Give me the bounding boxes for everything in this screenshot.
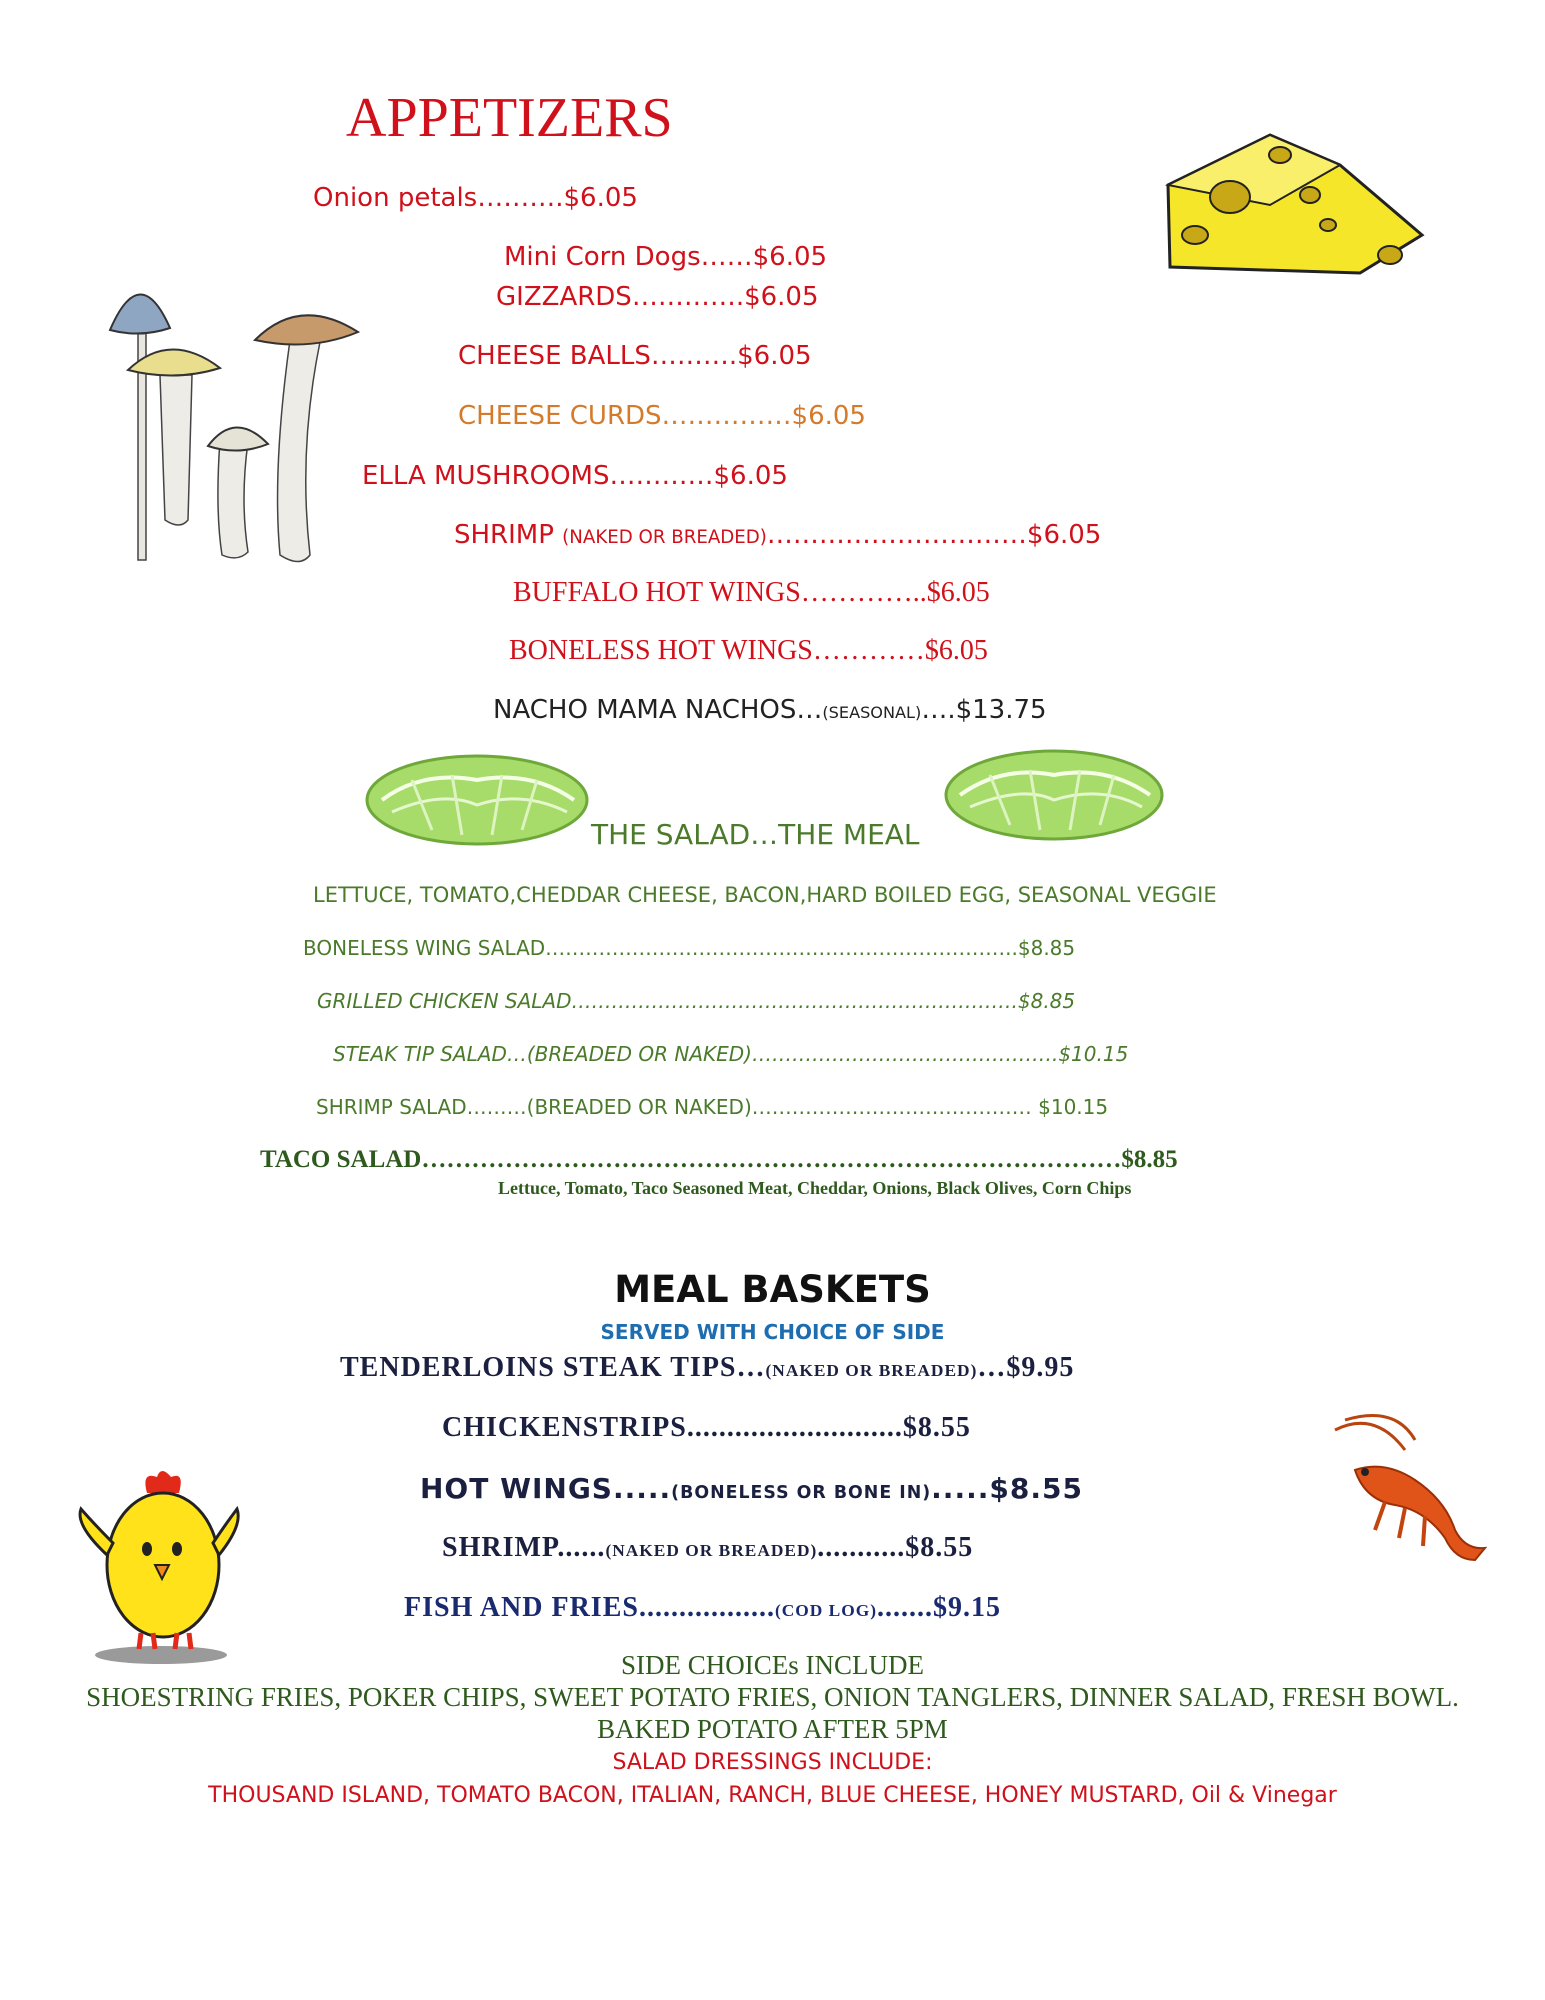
basket-tenderloins: [340, 1352, 1074, 1384]
item-nacho-mama-nachos: [493, 695, 1047, 725]
lettuce-left-illustration-icon: [362, 750, 592, 850]
tenderloins-name: TENDERLOINS STEAK TIPS…: [340, 1352, 766, 1383]
tenderloins-note: (NAKED OR BREADED): [765, 1361, 978, 1380]
hot-wings-name: HOT WINGS.....: [420, 1472, 672, 1505]
basket-shrimp-note: (NAKED OR BREADED): [605, 1541, 818, 1560]
hot-wings-price: .....$8.55: [931, 1472, 1083, 1505]
nachos-price: ….$13.75: [921, 695, 1047, 725]
item-mushrooms: ELLA MUSHROOMS…………$6.05: [362, 461, 788, 491]
item-shrimp-name: SHRIMP: [454, 520, 563, 550]
appetizers-title: APPETIZERS: [346, 87, 673, 149]
fish-name: FISH AND FRIES.................: [404, 1592, 775, 1623]
salad-ingredients: LETTUCE, TOMATO,CHEDDAR CHEESE, BACON,HARD BOILED EGG, SEASONAL VEGGIE: [313, 883, 1217, 907]
item-onion-petals: Onion petals……….$6.05: [313, 183, 638, 213]
lettuce-right-illustration-icon: [942, 745, 1167, 845]
item-mini-corn-dogs: Mini Corn Dogs……$6.05: [504, 242, 828, 272]
baskets-title: MEAL BASKETS: [614, 1268, 931, 1311]
salad-grilled-chicken: GRILLED CHICKEN SALAD………………………………………………………….$8.85: [317, 989, 1076, 1013]
salad-taco-description: Lettuce, Tomato, Taco Seasoned Meat, Cheddar, Onions, Black Olives, Corn Chips: [498, 1178, 1132, 1198]
nachos-note: (SEASONAL): [822, 703, 922, 722]
basket-shrimp-name: SHRIMP......: [442, 1532, 606, 1563]
baskets-subtitle: SERVED WITH CHOICE OF SIDE: [600, 1320, 945, 1344]
item-cheese-balls: CHEESE BALLS……….$6.05: [458, 341, 812, 371]
sides-title: SIDE CHOICEs INCLUDE: [621, 1650, 924, 1680]
tenderloins-price: …$9.95: [977, 1352, 1075, 1383]
chick-illustration-icon: [65, 1465, 250, 1665]
item-buffalo-hot-wings: BUFFALO HOT WINGS…………..$6.05: [513, 577, 990, 608]
item-cheese-curds: CHEESE CURDS……………$6.05: [458, 401, 866, 431]
salad-boneless-wing: BONELESS WING SALAD……………………………………………………………..$8.85: [303, 936, 1076, 960]
sides-list: SHOESTRING FRIES, POKER CHIPS, SWEET POTATO FRIES, ONION TANGLERS, DINNER SALAD, FRESH BOWL.: [86, 1682, 1459, 1712]
salad-taco: TACO SALAD…………………………………………………………………………$8.85: [260, 1146, 1178, 1173]
shrimp-illustration-icon: [1315, 1410, 1490, 1565]
mushrooms-illustration-icon: [100, 270, 370, 570]
item-gizzards: GIZZARDS………….$6.05: [496, 282, 819, 312]
basket-shrimp: [442, 1532, 973, 1564]
fish-price: .......$9.15: [877, 1592, 1001, 1623]
salad-shrimp: SHRIMP SALAD………(BREADED OR NAKED)…………………………………… $10.15: [316, 1095, 1109, 1119]
basket-shrimp-price: ...........$8.55: [817, 1532, 974, 1563]
fish-note: (COD LOG): [774, 1601, 877, 1620]
hot-wings-note: (BONELESS OR BONE IN): [671, 1483, 932, 1503]
item-shrimp-price: …………………………$6.05: [766, 520, 1102, 550]
basket-chickenstrips: CHICKENSTRIPS...........................$8.55: [442, 1412, 971, 1443]
basket-fish-and-fries: [404, 1592, 1001, 1624]
cheese-illustration-icon: [1160, 125, 1430, 280]
sides-baked-potato: BAKED POTATO AFTER 5PM: [597, 1714, 948, 1744]
salad-steak-tip: STEAK TIP SALAD…(BREADED OR NAKED)……………………………………….$10.15: [333, 1042, 1129, 1066]
salad-title: THE SALAD…THE MEAL: [591, 818, 920, 851]
dressings-list: THOUSAND ISLAND, TOMATO BACON, ITALIAN, RANCH, BLUE CHEESE, HONEY MUSTARD, Oil & Vinegar: [208, 1783, 1337, 1808]
item-shrimp: [454, 520, 1101, 550]
item-boneless-hot-wings: BONELESS HOT WINGS…………$6.05: [509, 635, 988, 666]
item-shrimp-note: (NAKED OR BREADED): [562, 527, 767, 548]
nachos-name: NACHO MAMA NACHOS…: [493, 695, 823, 725]
basket-hot-wings: [420, 1472, 1083, 1505]
dressings-title: SALAD DRESSINGS INCLUDE:: [612, 1750, 933, 1775]
